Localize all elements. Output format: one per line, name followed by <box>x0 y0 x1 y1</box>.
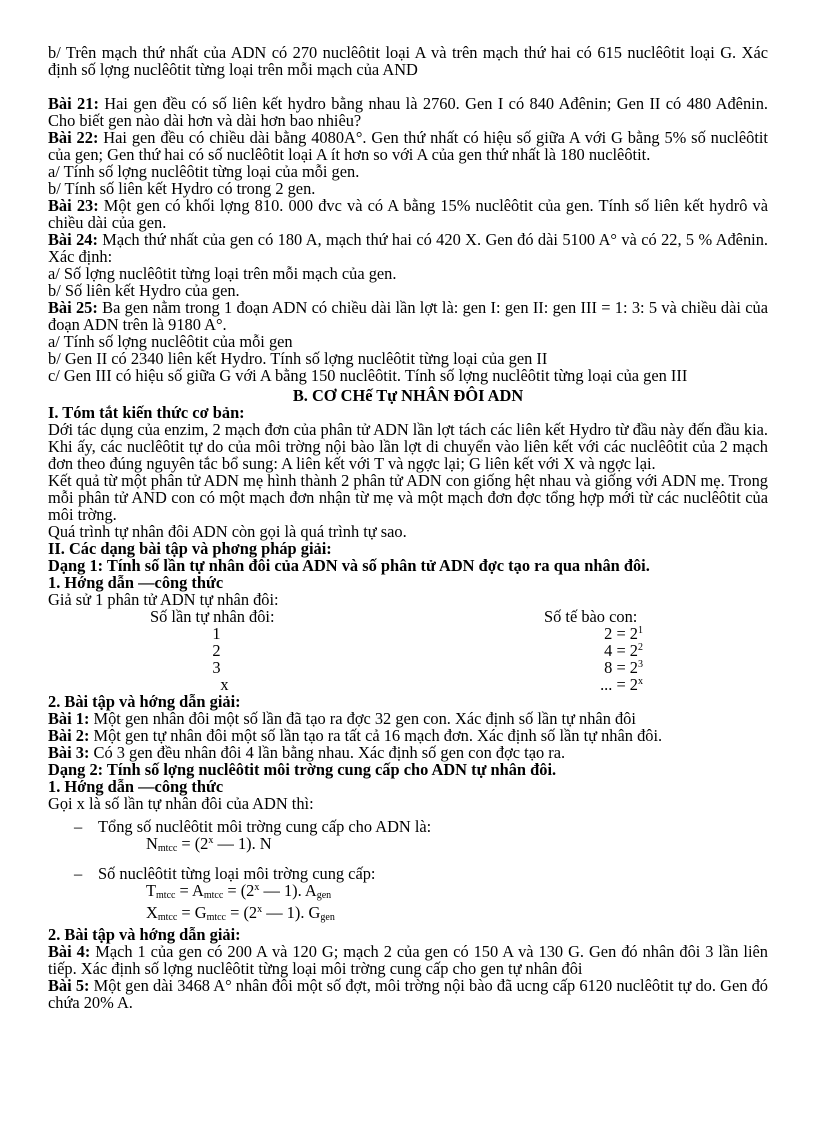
exercise-label: Bài 2: <box>48 726 90 745</box>
heading-bai-tap: 2. Bài tập và hớng dẫn giải: <box>48 925 241 944</box>
table-cell: $2 = 2^1$ <box>604 624 643 643</box>
replication-table <box>48 608 768 693</box>
exercise-label: Bài 1: <box>48 709 90 728</box>
exercise-label: Bài 23: <box>48 196 99 215</box>
exercise-label: Bài 24: <box>48 230 98 249</box>
heading-dang-1: Dạng 1: Tính số lần tự nhân đôi của ADN và số phân tử ADN đợc tạo ra qua nhân đôi. <box>48 556 650 575</box>
exercise-1: Bài 1: Một gen nhân đôi một số lần đã tạo ra đợc 32 gen con. Xác định số lần tự nhân đôi <box>48 709 636 728</box>
heading-I: I. Tóm tắt kiến thức cơ bản: <box>48 403 245 422</box>
table-cell: $4 = 2^2$ <box>604 641 643 660</box>
exercise-label: Bài 21: <box>48 94 99 113</box>
paragraph: Giả sử 1 phân tử ADN tự nhân đôi: <box>48 590 279 609</box>
table-cell: 3 <box>212 658 221 677</box>
exercise-22: Bài 22: Hai gen đều có chiều dài bằng 4080A°. Gen thứ nhất có hiệu số giữa A với G bằng 5% số nuclêôtit của gen; Gen thứ hai có số nuclêôtit loại A ít hơn so với A của gen thứ nhất là 180 nuclêôtit. <box>48 128 768 164</box>
exercise-label: Bài 25: <box>48 298 98 317</box>
exercise-25-a: a/ Tính số lợng nuclêôtit của mỗi gen <box>48 332 293 351</box>
bullet-item: – Tổng số nuclêôtit môi trờng cung cấp cho ADN là: <box>48 818 768 835</box>
exercise-25-c: c/ Gen III có hiệu số giữa G với A bằng 150 nuclêôtit. Tính số lợng nuclêôtit từng loại của gen III <box>48 366 688 385</box>
exercise-24-b: b/ Số liên kết Hydro của gen. <box>48 281 240 300</box>
exercise-22-b: b/ Tính số liên kết Hydro có trong 2 gen. <box>48 179 316 198</box>
table-cell: 2 <box>212 641 221 660</box>
exercise-3: Bài 3: Có 3 gen đều nhân đôi 4 lần bằng nhau. Xác định số gen con đợc tạo ra. <box>48 743 566 762</box>
table-cell: $8 = 2^3$ <box>604 658 643 677</box>
exercise-24: Bài 24: Mạch thứ nhất của gen có 180 A, mạch thứ hai có 420 X. Gen đó dài 5100 A° và có 22, 5 % Ađênin. Xác định: <box>48 230 768 266</box>
exercise-label: Bài 4: <box>48 942 91 961</box>
exercise-label: Bài 5: <box>48 976 90 995</box>
exercise-22-a: a/ Tính số lợng nuclêôtit từng loại của mỗi gen. <box>48 162 360 181</box>
table-col-cells <box>544 608 744 693</box>
paragraph: Gọi x là số lần tự nhân đôi của ADN thì: <box>48 794 314 813</box>
heading-huong-dan: 1. Hớng dẫn —công thức <box>48 777 224 796</box>
exercise-4: Bài 4: Mạch 1 của gen có 200 A và 120 G; mạch 2 của gen có 150 A và 130 G. Gen đó nhân đôi 3 lần liên tiếp. Xác định số lợng nuclêôtit từng loại môi trờng cung cấp cho gen tự nhân đôi <box>48 942 768 978</box>
exercise-25-b: b/ Gen II có 2340 liên kết Hydro. Tính số lợng nuclêôtit từng loại của gen II <box>48 349 548 368</box>
table-cell: 1 <box>212 624 221 643</box>
formula: $N_{mtcc} = (2^x$ — 1). N <box>146 834 272 854</box>
exercise-21: Bài 21: Hai gen đều có số liên kết hydro bằng nhau là 2760. Gen I có 840 Ađênin; Gen II có 480 Ađênin. Cho biết gen nào dài hơn và dài hơn bao nhiêu? <box>48 94 769 130</box>
heading-II: II. Các dạng bài tập và phơng pháp giải: <box>48 539 332 558</box>
formula: $X_{mtcc} = G_{mtcc} = (2^x$ — 1). $G_{gen}$ <box>146 903 335 923</box>
exercise-23: Bài 23: Một gen có khối lợng 810. 000 đvc và có A bằng 15% nuclêôtit của gen. Tính số liên kết hydrô và chiều dài của gen. <box>48 196 768 232</box>
section-b-title: B. CƠ CHế Tự NHÂN ĐÔI ADN <box>292 386 524 405</box>
exercise-5: Bài 5: Một gen dài 3468 A° nhân đôi một số đợt, môi trờng nội bào đã ucng cấp 6120 nuclêôtit tự do. Gen đó chứa 20% A. <box>48 976 769 1012</box>
exercise-label: Bài 22: <box>48 128 99 147</box>
formula: $T_{mtcc} = A_{mtcc} = (2^x$ — 1). $A_{gen}$ <box>146 881 332 901</box>
paragraph: b/ Trên mạch thứ nhất của ADN có 270 nuclêôtit loại A và trên mạch thứ hai có 615 nuclêôtit loại G. Xác định số lợng nuclêôtit từng loại trên mỗi mạch của AND <box>48 43 768 79</box>
paragraph: Dới tác dụng của enzim, 2 mạch đơn của phân tử ADN lần lợt tách các liên kết Hydro từ đầu này đến đầu kia. Khi ấy, các nuclêôtit tự do của môi trờng nội bào lần lợt di chuyển vào liên kết với các nuclêôtit của 2 mạch đơn theo đúng nguyên tắc bổ sung: A liên kết với T và ngợc lại; G liên kết với X và ngợc lại. <box>48 420 768 473</box>
table-cell: x <box>220 675 229 694</box>
document-page <box>48 44 768 1011</box>
heading-dang-2: Dạng 2: Tính số lợng nuclêôtit môi trờng cung cấp cho ADN tự nhân đôi. <box>48 760 557 779</box>
exercise-24-a: a/ Số lợng nuclêôtit từng loại trên mỗi mạch của gen. <box>48 264 397 283</box>
paragraph: Quá trình tự nhân đôi ADN còn gọi là quá trình tự sao. <box>48 522 407 541</box>
table-cell: ... = $2^x$ <box>600 675 643 694</box>
heading-bai-tap: 2. Bài tập và hớng dẫn giải: <box>48 692 241 711</box>
exercise-label: Bài 3: <box>48 743 90 762</box>
exercise-2: Bài 2: Một gen tự nhân đôi một số lần tạo ra tất cả 16 mạch đơn. Xác định số lần tự nhân đôi. <box>48 726 663 745</box>
table-col-times <box>150 608 350 693</box>
heading-huong-dan: 1. Hớng dẫn —công thức <box>48 573 224 592</box>
table-header: Số tế bào con: <box>544 607 638 626</box>
paragraph: Kết quả từ một phân tử ADN mẹ hình thành 2 phân tử ADN con giống hệt nhau và giống với ADN mẹ. Trong mỗi phân tử AND con có một mạch đơn nhận từ mẹ và một mạch đơn đợc tổng hợp mới từ các nuclêôtit của môi trờng. <box>48 471 768 524</box>
bullet-item: – Số nuclêôtit từng loại môi trờng cung cấp: <box>48 865 768 882</box>
table-header: Số lần tự nhân đôi: <box>150 607 275 626</box>
exercise-25: Bài 25: Ba gen nằm trong 1 đoạn ADN có chiều dài lần lợt là: gen I: gen II: gen III = 1: 3: 5 và chiều dài của đoạn ADN trên là 9180 A°. <box>48 298 768 334</box>
